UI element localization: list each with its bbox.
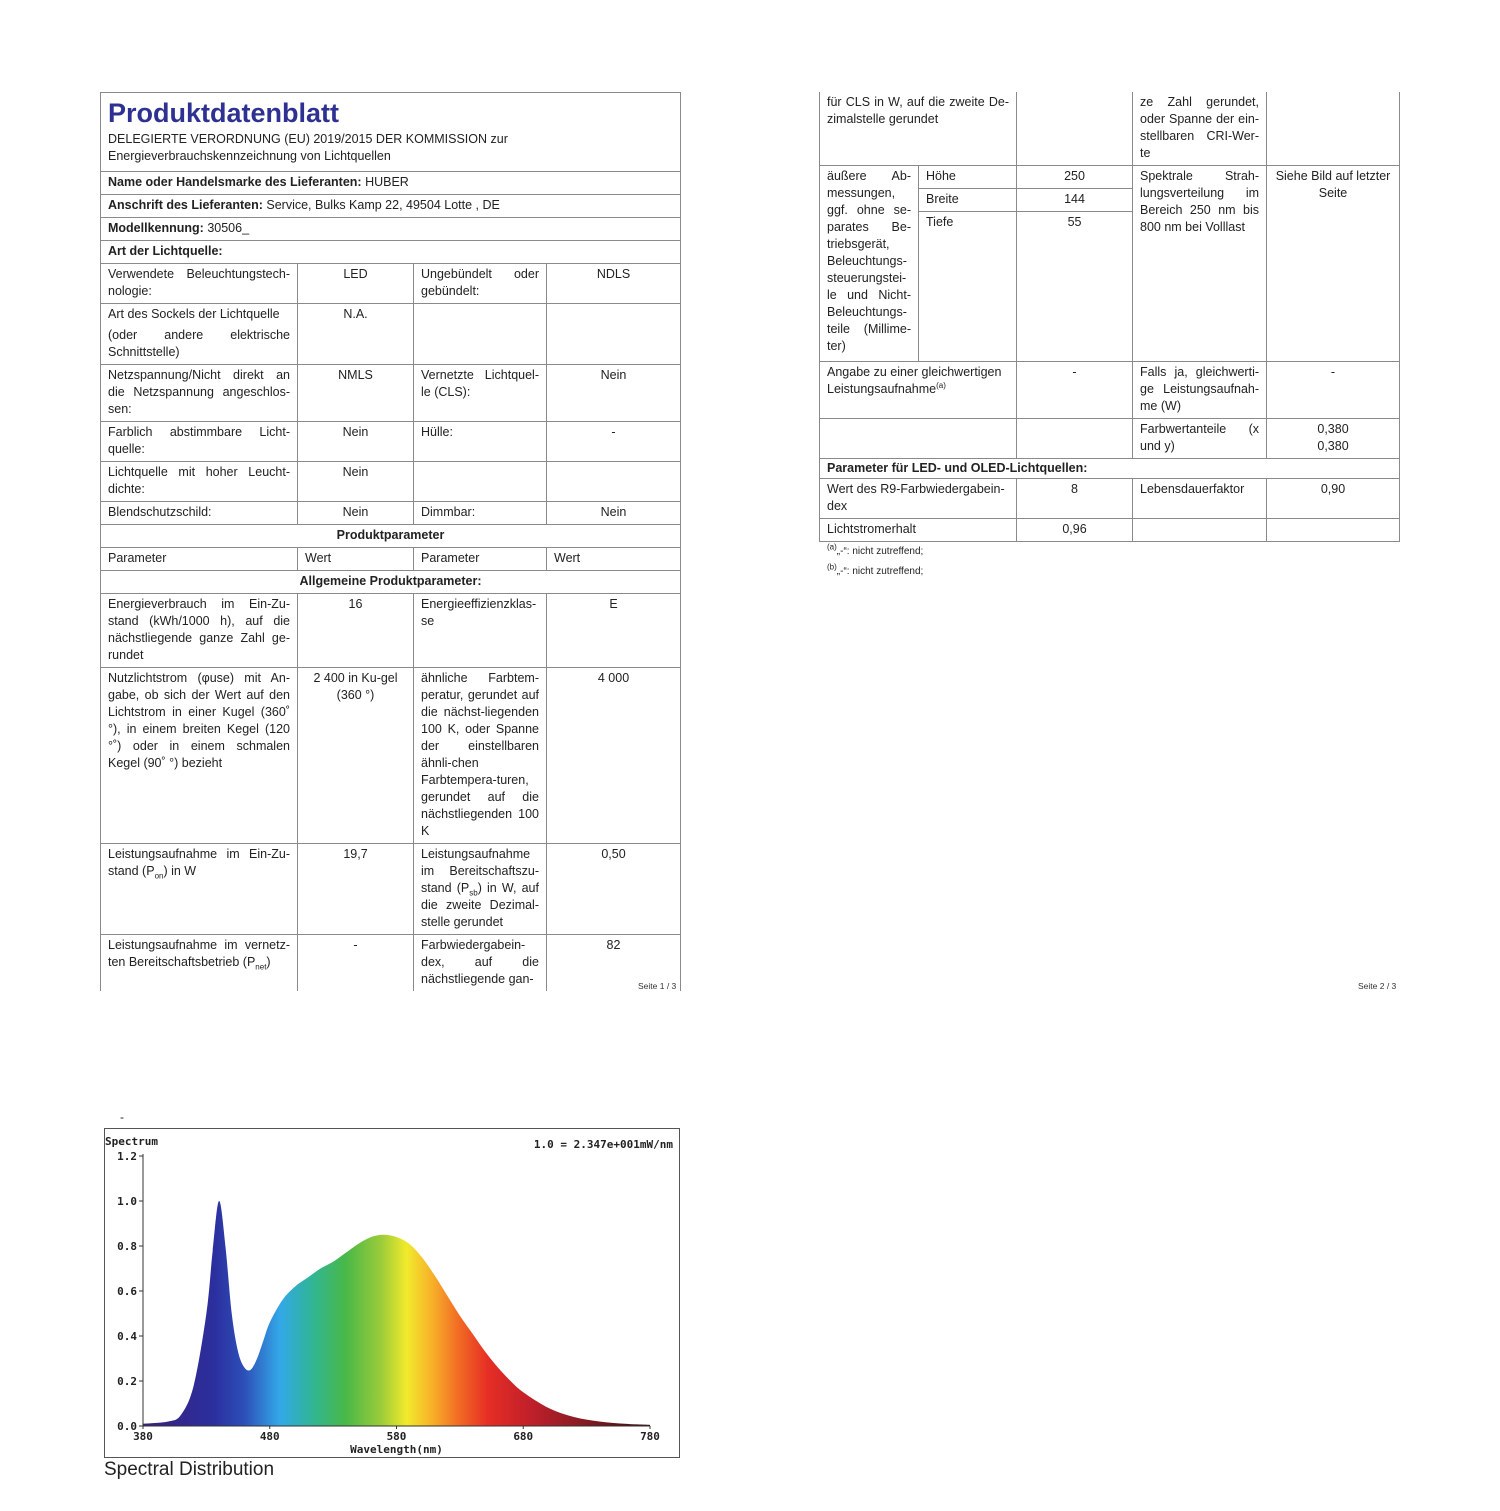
cls-cont-label: für CLS in W, auf die zweite De-zimalstelle gerundet (820, 92, 1017, 166)
page-number-2: Seite 2 / 3 (1358, 981, 1397, 991)
col-param-2: Parameter (414, 548, 547, 571)
envelope-label: Hülle: (414, 422, 547, 462)
spectral-label: Spektrale Strah-lungsverteilung im Bereich 250 nm bis 800 nm bei Volllast (1133, 166, 1267, 362)
cri-value: 82 (547, 935, 681, 992)
eff-class-label: Energieeffizienzklas-se (414, 594, 547, 668)
pon-value: 19,7 (298, 844, 414, 935)
cct-value: 4 000 (547, 668, 681, 844)
socket-label-2: (oder andere elektrische Schnittstelle) (108, 328, 290, 359)
cri-cont-label: ze Zahl gerundet, oder Spanne der ein-stellbaren CRI-Wer-te (1133, 92, 1267, 166)
tunable-label: Farblich abstimmbare Licht-quelle: (101, 422, 298, 462)
height-label: Höhe (919, 166, 1017, 189)
tunable-value: Nein (298, 422, 414, 462)
spectrum-chart (104, 1128, 680, 1458)
spectral-value: Siehe Bild auf letzter Seite (1267, 166, 1400, 362)
chroma-label: Farbwertanteile (x und y) (1133, 419, 1267, 459)
x-tick-label: 680 (513, 1430, 534, 1443)
chart-scale-note: 1.0 = 2.347e+001mW/nm (533, 1138, 673, 1151)
psb-value: 0,50 (547, 844, 681, 935)
tech-label: Verwendete Beleuchtungstech-nologie: (101, 264, 298, 304)
product-params-header: Produktparameter (101, 525, 681, 548)
chroma-row (820, 419, 1400, 459)
datasheet-table-page2 (819, 92, 1400, 542)
socket-label: Art des Sockels der Lichtquelle (108, 307, 280, 321)
model-row (101, 218, 681, 241)
address-value: Service, Bulks Kamp 22, 49504 Lotte , DE (266, 198, 500, 212)
y-tick-label: 0.8 (117, 1240, 137, 1253)
r9-row (820, 479, 1400, 519)
energy-row (101, 594, 681, 668)
equiv-label: Angabe zu einer gleichwertigen Leistungsaufnahme$^{(a)}$ (820, 362, 1017, 419)
flux-label: Nutzlichtstrom (φuse) mit An-gabe, ob sich der Wert auf den Lichtstrom in einer Kugel (360˚ °), in einem breiten Kegel (120 °˚) oder in einem schmalen Kegel (90˚ °) bezieht (101, 668, 298, 844)
x-tick-label: 780 (640, 1430, 660, 1443)
pnet-label: Leistungsaufnahme im vernetz-ten Bereitschaftsbetrieb $(P_{net})$ (101, 935, 298, 992)
antiglare-row (101, 502, 681, 525)
y-tick-label: 0.6 (117, 1285, 137, 1298)
hld-label: Lichtquelle mit hoher Leucht-dichte: (101, 462, 298, 502)
bundled-value: NDLS (547, 264, 681, 304)
chroma-y: 0,380 (1317, 439, 1349, 453)
equiv-value: - (1017, 362, 1133, 419)
socket-row (101, 304, 681, 365)
led-header-row (820, 459, 1400, 479)
chart-caption: Spectral Distribution (104, 1459, 275, 1480)
address-row (101, 195, 681, 218)
dims-label: äußere Ab-messungen, ggf. ohne se-parates Be-triebsgerät, Beleuchtungs-steuerungstei-le und Nicht-Beleuchtungs-teile (Millime-ter) (820, 166, 919, 362)
col-value-1: Wert (298, 548, 414, 571)
envelope-value: - (547, 422, 681, 462)
light-type-row (101, 241, 681, 264)
pon-label: Leistungsaufnahme im Ein-Zu-stand $(P_{on})$ in W (101, 844, 298, 935)
y-tick-label: 0.2 (117, 1375, 137, 1388)
dimmable-label: Dimmbar: (414, 502, 547, 525)
col-value-2: Wert (547, 548, 681, 571)
supplier-value: HUBER (365, 175, 409, 189)
survival-value: 0,90 (1267, 479, 1400, 519)
spectrum-svg (105, 1129, 679, 1457)
eff-class-value: E (547, 594, 681, 668)
spectrum-area (143, 1201, 650, 1426)
mains-label: Netzspannung/Nicht direkt an die Netzspannung angeschlos-sen: (101, 365, 298, 422)
light-type-label: Art der Lichtquelle: (101, 241, 681, 264)
supplier-row (101, 172, 681, 195)
lumen-maint-row (820, 519, 1400, 542)
socket-value: N.A. (298, 304, 414, 365)
tunable-row (101, 422, 681, 462)
column-header-row (101, 548, 681, 571)
survival-label: Lebensdauerfaktor (1133, 479, 1267, 519)
x-tick-label: 480 (259, 1430, 280, 1443)
bundled-label: Ungebündelt oder gebündelt: (414, 264, 547, 304)
model-label: Modellkennung: (108, 221, 204, 235)
equiv-power-label: Falls ja, gleichwerti-ge Leistungsaufnah-me (W) (1133, 362, 1267, 419)
chroma-values (1267, 419, 1400, 459)
chart-title: Spectrum (105, 1135, 158, 1148)
y-tick-label: 0.4 (117, 1330, 137, 1343)
cct-label: ähnliche Farbtem-peratur, gerundet auf die nächst-liegenden 100 K, oder Spanne der einstellbaren ähnli-chen Farbtempera-turen, gerundet auf die nächstliegenden 100 K (414, 668, 547, 844)
height-value: 250 (1017, 166, 1133, 189)
cls-value: Nein (547, 365, 681, 422)
product-params-header-row (101, 525, 681, 548)
mains-value: NMLS (298, 365, 414, 422)
pnet-value: - (298, 935, 414, 992)
y-tick-label: 1.0 (117, 1195, 137, 1208)
r9-value: 8 (1017, 479, 1133, 519)
pnet-row (101, 935, 681, 992)
title-row (101, 93, 681, 172)
energy-label: Energieverbrauch im Ein-Zu-stand (kWh/1000 h), auf die nächstliegende ganze Zahl ge-rundet (101, 594, 298, 668)
hld-row (101, 462, 681, 502)
pon-row (101, 844, 681, 935)
width-value: 144 (1017, 189, 1133, 212)
chroma-x: 0,380 (1317, 422, 1349, 436)
cri-label: Farbwiedergabein-dex, auf die nächstliegende gan- (414, 935, 547, 992)
datasheet-table-page1 (100, 92, 681, 991)
equiv-power-value: - (1267, 362, 1400, 419)
antiglare-value: Nein (298, 502, 414, 525)
led-params-header: Parameter für LED- und OLED-Lichtquellen: (820, 459, 1400, 479)
height-row (820, 166, 1400, 189)
page-2 (819, 92, 1399, 582)
page-number-1: Seite 1 / 3 (638, 981, 677, 991)
energy-value: 16 (298, 594, 414, 668)
model-value: 30506_ (207, 221, 250, 235)
depth-label: Tiefe (919, 212, 1017, 362)
flux-value: 2 400 in Ku-gel (360 °) (298, 668, 414, 844)
regulation-line-2: Energieverbrauchskennzeichnung von Lichtquellen (108, 149, 391, 163)
equiv-row (820, 362, 1400, 419)
flux-row (101, 668, 681, 844)
width-label: Breite (919, 189, 1017, 212)
cls-label: Vernetzte Lichtquel-le (CLS): (414, 365, 547, 422)
y-tick-label: 0.0 (117, 1420, 137, 1433)
lumen-maint-label: Lichtstromerhalt (820, 519, 1017, 542)
document-title: Produktdatenblatt (108, 98, 340, 128)
hld-value: Nein (298, 462, 414, 502)
tech-row (101, 264, 681, 304)
lumen-maint-value: 0,96 (1017, 519, 1133, 542)
x-axis-label: Wavelength(nm) (350, 1443, 443, 1456)
supplier-label: Name oder Handelsmarke des Lieferanten: (108, 175, 362, 189)
col-param-1: Parameter (101, 548, 298, 571)
dimmable-value: Nein (547, 502, 681, 525)
r9-label: Wert des R9-Farbwiedergabein-dex (820, 479, 1017, 519)
page3-dash: - (120, 1110, 124, 1124)
x-tick-label: 580 (386, 1430, 407, 1443)
continuation-row (820, 92, 1400, 166)
antiglare-label: Blendschutzschild: (101, 502, 298, 525)
footnote-b: $^{(b)}$„-“: nicht zutreffend; (827, 562, 924, 577)
general-header-row (101, 571, 681, 594)
mains-row (101, 365, 681, 422)
x-tick-label: 380 (133, 1430, 153, 1443)
general-params-header: Allgemeine Produktparameter: (101, 571, 681, 594)
tech-value: LED (298, 264, 414, 304)
y-tick-label: 1.2 (117, 1150, 137, 1163)
page-1 (100, 92, 680, 991)
regulation-line-1: DELEGIERTE VERORDNUNG (EU) 2019/2015 DER KOMMISSION zur (108, 132, 508, 146)
address-label: Anschrift des Lieferanten: (108, 198, 263, 212)
footnote-a: $^{(a)}$„-“: nicht zutreffend; (827, 542, 924, 557)
depth-value: 55 (1017, 212, 1133, 362)
psb-label: Leistungsaufnahme im Bereitschaftszu-stand $(P_{sb})$ in W, auf die zweite Dezimal-stelle gerundet (414, 844, 547, 935)
